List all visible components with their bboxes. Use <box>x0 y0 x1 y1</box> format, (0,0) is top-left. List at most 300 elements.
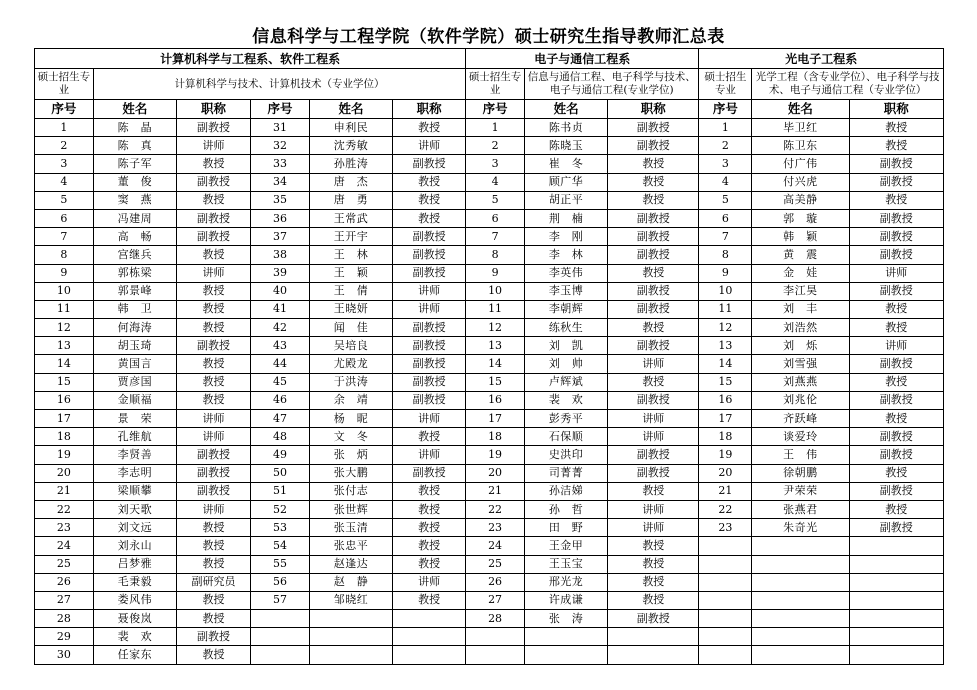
cell-title: 教授 <box>393 173 466 191</box>
cell-title: 副教授 <box>608 464 699 482</box>
header-name: 姓名 <box>309 100 392 119</box>
cell-title: 副教授 <box>393 228 466 246</box>
table-row <box>35 428 944 446</box>
cell-name: 孙胜涛 <box>309 155 392 173</box>
cell-title: 副教授 <box>177 482 251 500</box>
cell-no: 43 <box>251 337 310 355</box>
cell-title: 副教授 <box>849 446 943 464</box>
cell-name: 韩 卫 <box>93 300 176 318</box>
cell-no: 13 <box>699 337 752 355</box>
cell-no: 16 <box>35 391 94 409</box>
cell-no: 16 <box>699 391 752 409</box>
cell-no: 14 <box>35 355 94 373</box>
cell-name <box>752 573 849 591</box>
cell-name: 陈 真 <box>93 137 176 155</box>
cell-title: 教授 <box>608 173 699 191</box>
cell-name: 张付志 <box>309 482 392 500</box>
cell-name: 王 倩 <box>309 282 392 300</box>
cell-name: 刘 凯 <box>524 337 607 355</box>
cell-name: 胡玉琦 <box>93 337 176 355</box>
header-name: 姓名 <box>93 100 176 119</box>
cell-name: 孙洁娣 <box>524 482 607 500</box>
cell-title: 教授 <box>608 264 699 282</box>
cell-title <box>849 591 943 609</box>
cell-name: 唐 勇 <box>309 191 392 209</box>
table-row <box>35 119 944 137</box>
cell-no: 13 <box>35 337 94 355</box>
cell-title: 副教授 <box>849 428 943 446</box>
cell-name: 黄 震 <box>752 246 849 264</box>
header-title: 职称 <box>849 100 943 119</box>
cell-name: 郭景峰 <box>93 282 176 300</box>
cell-name: 毛秉毅 <box>93 573 176 591</box>
cell-title: 讲师 <box>177 137 251 155</box>
cell-title: 副教授 <box>177 209 251 227</box>
cell-no: 13 <box>466 337 525 355</box>
cell-no: 12 <box>466 319 525 337</box>
cell-title: 教授 <box>177 282 251 300</box>
cell-no: 42 <box>251 319 310 337</box>
cell-no: 16 <box>466 391 525 409</box>
cell-title: 教授 <box>393 537 466 555</box>
cell-name: 王开宇 <box>309 228 392 246</box>
cell-title: 副教授 <box>608 137 699 155</box>
cell-title: 教授 <box>849 191 943 209</box>
cell-title: 教授 <box>849 464 943 482</box>
cell-name: 高 畅 <box>93 228 176 246</box>
cell-no <box>699 555 752 573</box>
cell-no: 21 <box>35 482 94 500</box>
cell-name: 冯建周 <box>93 209 176 227</box>
cell-no: 1 <box>466 119 525 137</box>
cell-no: 30 <box>35 646 94 664</box>
cell-title: 副教授 <box>393 337 466 355</box>
table-row <box>35 519 944 537</box>
cell-no: 32 <box>251 137 310 155</box>
cell-name: 孙 哲 <box>524 500 607 518</box>
cell-title: 教授 <box>608 482 699 500</box>
cell-title: 教授 <box>177 355 251 373</box>
cell-name: 卢辉斌 <box>524 373 607 391</box>
cell-title: 讲师 <box>849 264 943 282</box>
header-title: 职称 <box>393 100 466 119</box>
cell-no: 24 <box>35 537 94 555</box>
majors-electronics: 信息与通信工程、电子科学与技术、电子与通信工程(专业学位) <box>524 69 698 100</box>
header-title: 职称 <box>608 100 699 119</box>
cell-no: 12 <box>699 319 752 337</box>
cell-title: 副教授 <box>849 519 943 537</box>
cell-name: 徐朝鹏 <box>752 464 849 482</box>
cell-no: 53 <box>251 519 310 537</box>
table-row <box>35 319 944 337</box>
cell-name: 李朝辉 <box>524 300 607 318</box>
cell-name: 闻 佳 <box>309 319 392 337</box>
cell-no: 20 <box>466 464 525 482</box>
major-label-optoelectronics: 硕士招生专业 <box>699 69 752 100</box>
cell-title <box>849 628 943 646</box>
cell-name: 赵 静 <box>309 573 392 591</box>
cell-title <box>849 555 943 573</box>
cell-title: 副教授 <box>608 209 699 227</box>
cell-no: 4 <box>699 173 752 191</box>
cell-name <box>752 610 849 628</box>
cell-title: 副教授 <box>608 300 699 318</box>
cell-name: 金顺福 <box>93 391 176 409</box>
supervisor-table <box>34 48 944 665</box>
cell-no: 47 <box>251 410 310 428</box>
cell-no: 4 <box>35 173 94 191</box>
table-row <box>35 355 944 373</box>
cell-no <box>466 628 525 646</box>
cell-no: 25 <box>466 555 525 573</box>
major-label-electronics: 硕士招生专业 <box>466 69 525 100</box>
cell-name: 高美静 <box>752 191 849 209</box>
cell-no: 9 <box>466 264 525 282</box>
cell-name: 张燕君 <box>752 500 849 518</box>
cell-name: 吕梦雅 <box>93 555 176 573</box>
cell-no: 26 <box>466 573 525 591</box>
cell-title: 讲师 <box>177 500 251 518</box>
cell-title: 教授 <box>177 373 251 391</box>
cell-title: 副教授 <box>177 446 251 464</box>
cell-name <box>752 646 849 664</box>
table-row <box>35 646 944 664</box>
table-row <box>35 591 944 609</box>
cell-no: 1 <box>699 119 752 137</box>
cell-name: 李英伟 <box>524 264 607 282</box>
cell-no: 5 <box>699 191 752 209</box>
cell-name: 田 野 <box>524 519 607 537</box>
major-label-computer: 硕士招生专业 <box>35 69 94 100</box>
cell-title: 副教授 <box>608 228 699 246</box>
cell-name: 练秋生 <box>524 319 607 337</box>
cell-title: 教授 <box>393 209 466 227</box>
cell-name: 胡正平 <box>524 191 607 209</box>
cell-title: 教授 <box>608 573 699 591</box>
table-row <box>35 337 944 355</box>
table-row <box>35 191 944 209</box>
cell-name: 陈晓玉 <box>524 137 607 155</box>
cell-name: 谈爱玲 <box>752 428 849 446</box>
cell-title: 教授 <box>177 246 251 264</box>
cell-title: 副教授 <box>393 264 466 282</box>
majors-optoelectronics: 光学工程（含专业学位）、电子科学与技术、电子与通信工程（专业学位） <box>752 69 944 100</box>
cell-title: 副教授 <box>393 373 466 391</box>
cell-no: 15 <box>699 373 752 391</box>
table-row <box>35 173 944 191</box>
cell-name: 李 刚 <box>524 228 607 246</box>
cell-no: 10 <box>699 282 752 300</box>
header-title: 职称 <box>177 100 251 119</box>
cell-no: 27 <box>466 591 525 609</box>
cell-name: 沈秀敏 <box>309 137 392 155</box>
cell-name: 陈书贞 <box>524 119 607 137</box>
department-row <box>35 49 944 69</box>
cell-no: 6 <box>466 209 525 227</box>
cell-no: 55 <box>251 555 310 573</box>
cell-no: 28 <box>466 610 525 628</box>
cell-no: 5 <box>466 191 525 209</box>
cell-no: 51 <box>251 482 310 500</box>
cell-name: 张大鹏 <box>309 464 392 482</box>
cell-title: 讲师 <box>177 410 251 428</box>
cell-title: 讲师 <box>608 519 699 537</box>
cell-name: 韩 颖 <box>752 228 849 246</box>
table-row <box>35 537 944 555</box>
cell-name: 王玉宝 <box>524 555 607 573</box>
cell-title: 教授 <box>849 373 943 391</box>
table-row <box>35 155 944 173</box>
cell-title: 副教授 <box>177 173 251 191</box>
cell-name: 张忠平 <box>309 537 392 555</box>
cell-no: 29 <box>35 628 94 646</box>
cell-title: 教授 <box>177 391 251 409</box>
cell-name: 张 涛 <box>524 610 607 628</box>
cell-title: 副教授 <box>849 155 943 173</box>
cell-no: 31 <box>251 119 310 137</box>
cell-name: 李江昊 <box>752 282 849 300</box>
cell-name: 金 娃 <box>752 264 849 282</box>
cell-title: 副教授 <box>849 282 943 300</box>
cell-no: 9 <box>35 264 94 282</box>
cell-no <box>251 628 310 646</box>
cell-no <box>699 537 752 555</box>
cell-name: 李贤善 <box>93 446 176 464</box>
cell-name: 吴培良 <box>309 337 392 355</box>
cell-no <box>466 646 525 664</box>
cell-name: 娄风伟 <box>93 591 176 609</box>
cell-title: 教授 <box>849 137 943 155</box>
cell-title: 教授 <box>393 428 466 446</box>
cell-title <box>849 610 943 628</box>
cell-no: 28 <box>35 610 94 628</box>
cell-name <box>309 610 392 628</box>
cell-title: 副教授 <box>608 391 699 409</box>
cell-title: 副教授 <box>393 464 466 482</box>
cell-name <box>309 646 392 664</box>
cell-title: 教授 <box>177 591 251 609</box>
cell-no: 45 <box>251 373 310 391</box>
cell-name: 刘天歌 <box>93 500 176 518</box>
cell-title: 副教授 <box>177 628 251 646</box>
cell-no: 6 <box>699 209 752 227</box>
cell-title <box>393 610 466 628</box>
cell-name: 梁顺攀 <box>93 482 176 500</box>
cell-no: 3 <box>699 155 752 173</box>
cell-no: 11 <box>35 300 94 318</box>
cell-name: 邢光龙 <box>524 573 607 591</box>
cell-name: 裴 欢 <box>93 628 176 646</box>
table-row <box>35 555 944 573</box>
table-row <box>35 300 944 318</box>
cell-no: 10 <box>466 282 525 300</box>
cell-name: 郭栋梁 <box>93 264 176 282</box>
cell-title: 教授 <box>177 519 251 537</box>
table-row <box>35 410 944 428</box>
cell-no: 17 <box>466 410 525 428</box>
table-row <box>35 137 944 155</box>
cell-no: 26 <box>35 573 94 591</box>
cell-title: 副研究员 <box>177 573 251 591</box>
dept-name-electronics: 电子与通信工程系 <box>466 49 699 69</box>
cell-title: 教授 <box>608 191 699 209</box>
cell-title: 教授 <box>177 300 251 318</box>
cell-title: 副教授 <box>849 391 943 409</box>
cell-title: 讲师 <box>608 410 699 428</box>
header-no: 序号 <box>699 100 752 119</box>
cell-no: 41 <box>251 300 310 318</box>
cell-no: 27 <box>35 591 94 609</box>
table-row <box>35 391 944 409</box>
cell-no: 7 <box>699 228 752 246</box>
cell-title: 讲师 <box>177 264 251 282</box>
cell-title: 副教授 <box>608 610 699 628</box>
cell-title: 教授 <box>608 373 699 391</box>
cell-no: 19 <box>35 446 94 464</box>
cell-title: 副教授 <box>849 246 943 264</box>
cell-name: 刘浩然 <box>752 319 849 337</box>
cell-name: 王 颖 <box>309 264 392 282</box>
cell-title: 教授 <box>393 482 466 500</box>
cell-no: 35 <box>251 191 310 209</box>
cell-name: 齐跃峰 <box>752 410 849 428</box>
cell-name: 张玉清 <box>309 519 392 537</box>
cell-title: 教授 <box>177 155 251 173</box>
cell-no: 37 <box>251 228 310 246</box>
cell-title: 讲师 <box>393 446 466 464</box>
header-no: 序号 <box>35 100 94 119</box>
header-no: 序号 <box>466 100 525 119</box>
cell-title: 副教授 <box>608 446 699 464</box>
cell-name: 陈子军 <box>93 155 176 173</box>
cell-no: 48 <box>251 428 310 446</box>
cell-name: 余 靖 <box>309 391 392 409</box>
cell-name: 朱奇光 <box>752 519 849 537</box>
cell-title: 讲师 <box>849 337 943 355</box>
cell-no: 20 <box>35 464 94 482</box>
cell-no: 23 <box>466 519 525 537</box>
cell-title: 教授 <box>393 500 466 518</box>
cell-name: 刘燕燕 <box>752 373 849 391</box>
cell-title: 副教授 <box>849 209 943 227</box>
cell-name: 刘 烁 <box>752 337 849 355</box>
cell-no: 7 <box>35 228 94 246</box>
cell-no: 22 <box>699 500 752 518</box>
cell-title: 副教授 <box>849 228 943 246</box>
cell-name: 王晓妍 <box>309 300 392 318</box>
cell-no: 34 <box>251 173 310 191</box>
cell-title: 副教授 <box>608 246 699 264</box>
cell-name: 毕卫红 <box>752 119 849 137</box>
cell-name: 孔维航 <box>93 428 176 446</box>
dept-name-optoelectronics: 光电子工程系 <box>699 49 944 69</box>
cell-title: 副教授 <box>608 282 699 300</box>
cell-name: 李玉博 <box>524 282 607 300</box>
cell-name: 邹晓红 <box>309 591 392 609</box>
cell-name: 王 林 <box>309 246 392 264</box>
cell-title <box>393 628 466 646</box>
cell-name: 李志明 <box>93 464 176 482</box>
cell-no <box>699 591 752 609</box>
cell-title: 教授 <box>849 410 943 428</box>
cell-name: 陈 晶 <box>93 119 176 137</box>
cell-name: 申利民 <box>309 119 392 137</box>
cell-title: 副教授 <box>177 228 251 246</box>
cell-no: 3 <box>466 155 525 173</box>
cell-no: 24 <box>466 537 525 555</box>
cell-no: 33 <box>251 155 310 173</box>
cell-name <box>309 628 392 646</box>
cell-no: 18 <box>35 428 94 446</box>
cell-title: 副教授 <box>849 355 943 373</box>
cell-name: 张 炳 <box>309 446 392 464</box>
cell-title: 副教授 <box>393 246 466 264</box>
cell-title: 教授 <box>393 555 466 573</box>
cell-no: 17 <box>699 410 752 428</box>
cell-name: 于洪涛 <box>309 373 392 391</box>
cell-no: 9 <box>699 264 752 282</box>
cell-title: 教授 <box>608 155 699 173</box>
cell-title: 教授 <box>608 537 699 555</box>
cell-name: 王常武 <box>309 209 392 227</box>
cell-name: 刘 帅 <box>524 355 607 373</box>
table-row <box>35 464 944 482</box>
cell-title: 教授 <box>849 119 943 137</box>
page-title: 信息科学与工程学院（软件学院）硕士研究生指导教师汇总表 <box>252 27 725 47</box>
cell-title: 教授 <box>177 555 251 573</box>
cell-no: 54 <box>251 537 310 555</box>
cell-title: 副教授 <box>393 355 466 373</box>
cell-no: 39 <box>251 264 310 282</box>
cell-no: 21 <box>466 482 525 500</box>
cell-no: 2 <box>35 137 94 155</box>
cell-name: 黄国言 <box>93 355 176 373</box>
cell-title: 讲师 <box>177 428 251 446</box>
cell-name <box>752 628 849 646</box>
cell-name: 窦 燕 <box>93 191 176 209</box>
cell-name <box>752 591 849 609</box>
cell-no: 20 <box>699 464 752 482</box>
cell-title: 副教授 <box>608 119 699 137</box>
cell-name: 刘 丰 <box>752 300 849 318</box>
cell-no: 4 <box>466 173 525 191</box>
cell-name: 史洪印 <box>524 446 607 464</box>
major-row <box>35 69 944 100</box>
cell-name: 刘雪强 <box>752 355 849 373</box>
cell-no: 52 <box>251 500 310 518</box>
cell-no: 1 <box>35 119 94 137</box>
cell-name: 任家东 <box>93 646 176 664</box>
cell-no: 11 <box>699 300 752 318</box>
dept-name-computer: 计算机科学与工程系、软件工程系 <box>35 49 466 69</box>
cell-no: 8 <box>699 246 752 264</box>
cell-title: 讲师 <box>608 355 699 373</box>
cell-name: 郭 璇 <box>752 209 849 227</box>
cell-no: 57 <box>251 591 310 609</box>
table-row <box>35 282 944 300</box>
cell-no: 2 <box>699 137 752 155</box>
cell-no: 15 <box>466 373 525 391</box>
table-row <box>35 373 944 391</box>
cell-title: 副教授 <box>393 319 466 337</box>
cell-name: 刘文远 <box>93 519 176 537</box>
cell-title: 教授 <box>393 119 466 137</box>
cell-name: 刘兆伦 <box>752 391 849 409</box>
cell-name: 何海涛 <box>93 319 176 337</box>
cell-no: 7 <box>466 228 525 246</box>
header-no: 序号 <box>251 100 310 119</box>
cell-no: 19 <box>466 446 525 464</box>
